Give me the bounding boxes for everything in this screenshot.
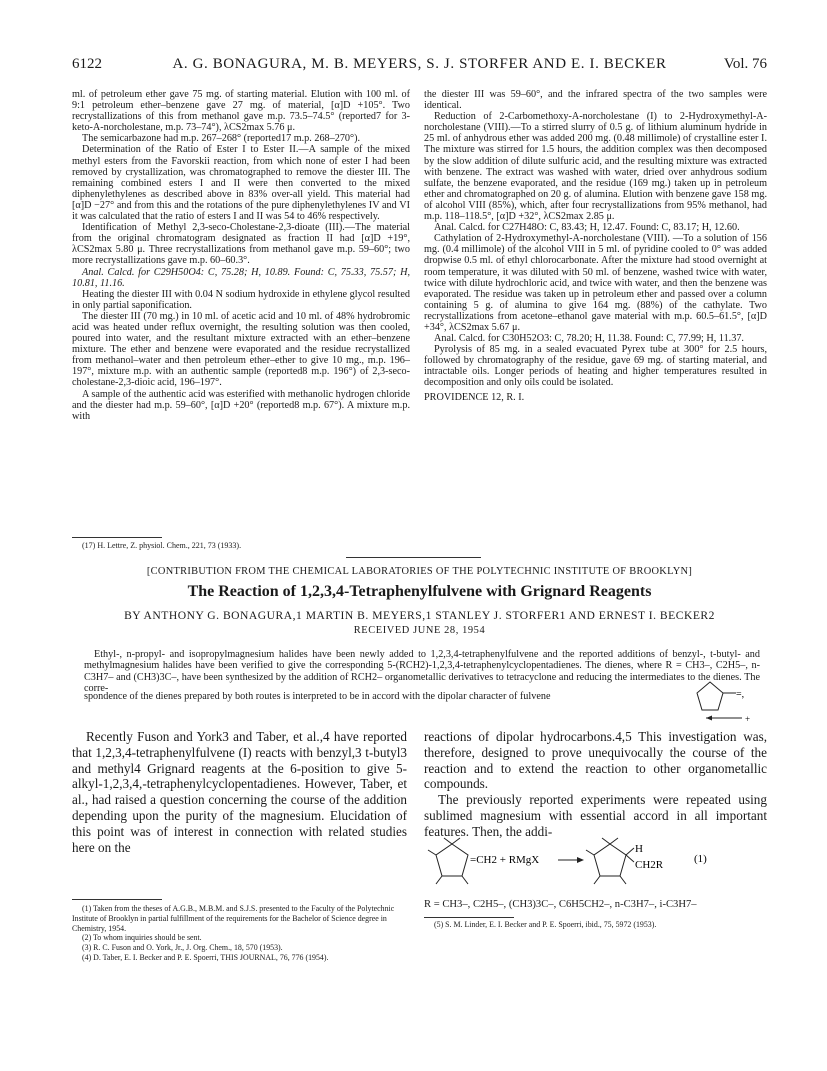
running-authors: A. G. BONAGURA, M. B. MEYERS, S. J. STORFER AND E. I. BECKER (172, 56, 667, 72)
body-right-column (424, 729, 767, 840)
footnote: (4) D. Taber, E. I. Becker and P. E. Spoerri, THIS JOURNAL, 76, 776 (1954). (82, 952, 329, 962)
paragraph: the diester III was 59–60°, and the infrared spectra of the two samples were identical. (424, 89, 767, 112)
fulvene-double-bond: =, (736, 689, 745, 700)
page-number: 6122 (72, 56, 102, 72)
paragraph: Identification of Methyl 2,3-seco-Cholestane-2,3-dioate (III).—The material from the original chromatogram designated as fraction II had [α]D +19°, λCS2max 5.80 μ. Three recrystallizations from methanol gave m.p. 59–60°; two more recrystallizations gave m.p. 60–60.3°. (72, 222, 410, 267)
paragraph: ml. of petroleum ether gave 75 mg. of starting material. Elution with 100 ml. of 9:1 petroleum ether–benzene gave 27 mg. of material, [α]D +105°. Two recrystallizations of this from methanol gave m.p. 73.5–74.5° (reported7 for 3-keto-A-norcholestane, m.p. 73–74°), λCS2max 5.76 μ. (72, 89, 410, 134)
product-r-label: CH2R (635, 859, 664, 871)
paragraph: Determination of the Ratio of Ester I to Ester II.—A sample of the mixed methyl esters from the Favorskii reaction, from which none of ester I had been removed by crystallization, was chromatographed to remove the diester III. The remaining combined esters I and II were then converted to the mixed diphenylethylenes as described above in 83% over-all yield. This material had [α]D −27° and from this and the rotations of the pure diphenylethylenes IV and VI it was calculated that the ratio of esters I and II was 54 to 46% respectively. (72, 144, 410, 223)
contribution-line: [CONTRIBUTION FROM THE CHEMICAL LABORATORIES OF THE POLYTECHNIC INSTITUTE OF BROOKLYN] (146, 566, 693, 577)
footnote-right: (5) S. M. Linder, E. I. Becker and P. E. Spoerri, ibid., 75, 5972 (1953). (434, 920, 657, 929)
abstract (84, 649, 760, 694)
abstract-text: spondence of the dienes prepared by both routes is interpreted to be in accord with the dipolar character of fulvene (84, 691, 551, 702)
r-group-definition: R = CH3–, C2H5–, (CH3)3C–, C6H5CH2–, n-C3H7–, i-C3H7– (424, 899, 697, 910)
author-byline: BY ANTHONY G. BONAGURA,1 MARTIN B. MEYERS,1 STANLEY J. STORFER1 AND ERNEST I. BECKER2 (124, 609, 715, 622)
footnote: (1) Taken from the theses of A.G.B., M.B.M. and S.J.S. presented to the Faculty of the Polytechnic Institute of Brooklyn in partial fulfillment of the requirements for the Bachelor of Science degree in Chemistry, 1954. (72, 904, 395, 933)
prev-footnote: (17) H. Lettre, Z. physiol. Chem., 221, 73 (1933). (82, 541, 242, 550)
received-date: RECEIVED JUNE 28, 1954 (353, 625, 486, 636)
article-title: The Reaction of 1,2,3,4-Tetraphenylfulvene with Grignard Reagents (187, 583, 652, 600)
footnote: (2) To whom inquiries should be sent. (82, 933, 202, 943)
equation-number: (1) (694, 853, 707, 865)
article-divider (346, 557, 481, 558)
fulvene-structure (690, 676, 766, 724)
reactant-label: =CH2 + RMgX (470, 854, 540, 866)
footnote-divider (72, 537, 162, 538)
paragraph: Heating the diester III with 0.04 N sodium hydroxide in ethylene glycol resulted in only partial saponification. (72, 288, 410, 311)
reaction-equation (424, 836, 767, 894)
paragraph: Anal. Calcd. for C29H50O4: C, 75.28; H, 10.89. Found: C, 75.33, 75.57; H, 10.81, 11.16. (72, 266, 410, 289)
paragraph: Reduction of 2-Carbomethoxy-A-norcholestane (I) to 2-Hydroxymethyl-A-norcholestane (VIII).—To a stirred slurry of 0.5 g. of lithium aluminum hydride in 25 ml. of anhydrous ether was added 200 mg. (0.48 millimole) of crystalline ester I. The mixture was stirred for 1.5 hours, the addition complex was then decomposed by the slow addition of dilute sulfuric acid, and the resulting mixture was extracted with benzene. The extract was washed with water, dried over anhydrous sodium sulfate, the benzene evaporated, and the residue (169 mg.) taken up in petroleum ether and chromatographed on 20 g. of alumina. Elution with benzene gave 158 mg. of alcohol VIII (85%), which, after four recrystallizations from 95% methanol, had m.p. 118–118.5°, [α]D +32°, λCS2max 2.85 μ. (424, 111, 767, 223)
footnote-divider (72, 899, 162, 900)
paragraph: Anal. Calcd. for C30H52O3: C, 78.20; H, 11.38. Found: C, 77.99; H, 11.37. (434, 333, 744, 345)
paragraph: Recently Fuson and York3 and Taber, et al.,4 have reported that 1,2,3,4-tetraphenylfulvene (I) reacts with benzyl,3 t-butyl3 and methyl4 Grignard reagents at the 6-position to give 5-alkyl-1,2,3,4,-tetraphenylcyclopentadienes. However, Taber, et al., had raised a question concerning the course of the addition depending upon the purity of the magnesium. Elucidation of this point was of interest in connection with related studies here on the (72, 729, 407, 855)
paragraph: reactions of dipolar hydrocarbons.4,5 This investigation was, therefore, designed to prove unequivocally the course of the reaction and to extend the reaction to other organometallic compounds. (424, 729, 767, 792)
footnote-divider (424, 917, 514, 918)
location-signoff: PROVIDENCE 12, R. I. (424, 391, 525, 403)
footnotes-left (72, 904, 407, 963)
abstract-text: Ethyl-, n-propyl- and isopropylmagnesium halides have been newly added to 1,2,3,4-tetraphenylfulvene and the reported additions of benzyl-, t-butyl- and methylmagnesium halides have been verified to give the corresponding 5-(RCH2)-1,2,3,4-tetraphenylcyclopentadienes. The dienes, where R = CH3–, C2H5–, n-C3H7– and (CH3)3C–, have been synthesized by the addition of RCH2– organometallic derivatives to tetracyclone and reducing the intermediates to the dienes. The corre- (84, 649, 760, 694)
abstract-continued (84, 691, 684, 702)
paragraph: Anal. Calcd. for C27H48O: C, 83.43; H, 12.47. Found: C, 83.17; H, 12.60. (434, 222, 740, 234)
volume-label: Vol. 76 (723, 56, 767, 72)
paragraph: Cathylation of 2-Hydroxymethyl-A-norcholestane (VIII). —To a solution of 156 mg. (0.4 millimole) of the alcohol VIII in 5 ml. of pyridine cooled to 0° was added dropwise 0.5 ml. of ethyl chlorocarbonate. After the mixture had stood overnight at room temperature, it was diluted with 50 ml. of benzene, washed twice with water, twice with dilute hydrochloric acid, and twice with water, and then the benzene was evaporated. The residue was taken up in petroleum ether and passed over a column containing 5 g. of alumina to give 164 mg. (88%) of the cathylate. Two recrystallizations from acetone–ethanol gave material with m.p. 60.5–61.5°, [α]D +34°, λCS2max 5.67 μ. (424, 233, 767, 333)
footnote: (3) R. C. Fuson and O. York, Jr., J. Org. Chem., 18, 570 (1953). (82, 943, 283, 953)
running-header (72, 56, 767, 76)
paragraph: A sample of the authentic acid was esterified with methanolic hydrogen chloride and the diester had m.p. 59–60°, [α]D +20° (reported8 m.p. 67°). A mixture m.p. with (72, 388, 410, 422)
paragraph: The semicarbazone had m.p. 267–268° (reported17 m.p. 268–270°). (82, 133, 361, 145)
paragraph: Pyrolysis of 85 mg. in a sealed evacuated Pyrex tube at 300° for 2.5 hours, followed by chromatography of the residue, gave 69 mg. of starting material, and intractable oils. Longer periods of heating and higher temperatures resulted in decomposition and only oils could be isolated. (424, 344, 767, 389)
prev-article-left-column (72, 89, 410, 422)
product-h-label: H (635, 843, 643, 855)
paragraph: The previously reported experiments were repeated using sublimed magnesium with essential accord in all important features. Then, the addi- (424, 792, 767, 839)
fulvene-charge: + (745, 714, 751, 724)
prev-article-right-column (424, 89, 767, 403)
paragraph: The diester III (70 mg.) in 10 ml. of acetic acid and 10 ml. of 48% hydrobromic acid was heated under reflux overnight, the resulting solution was then cooled, poured into water, and the resultant mixture extracted with an ether–benzene mixture. The ether and benzene were evaporated and the residue recrystallized from methanol–water and then petroleum ether–ether to give 10 mg., m.p. 196–197°, mixture m.p. with an authentic sample (reported8 m.p. 196°) of 2,3-seco-cholestane-2,3-dioic acid, 196–197°. (72, 310, 410, 389)
body-left-column (72, 729, 407, 855)
